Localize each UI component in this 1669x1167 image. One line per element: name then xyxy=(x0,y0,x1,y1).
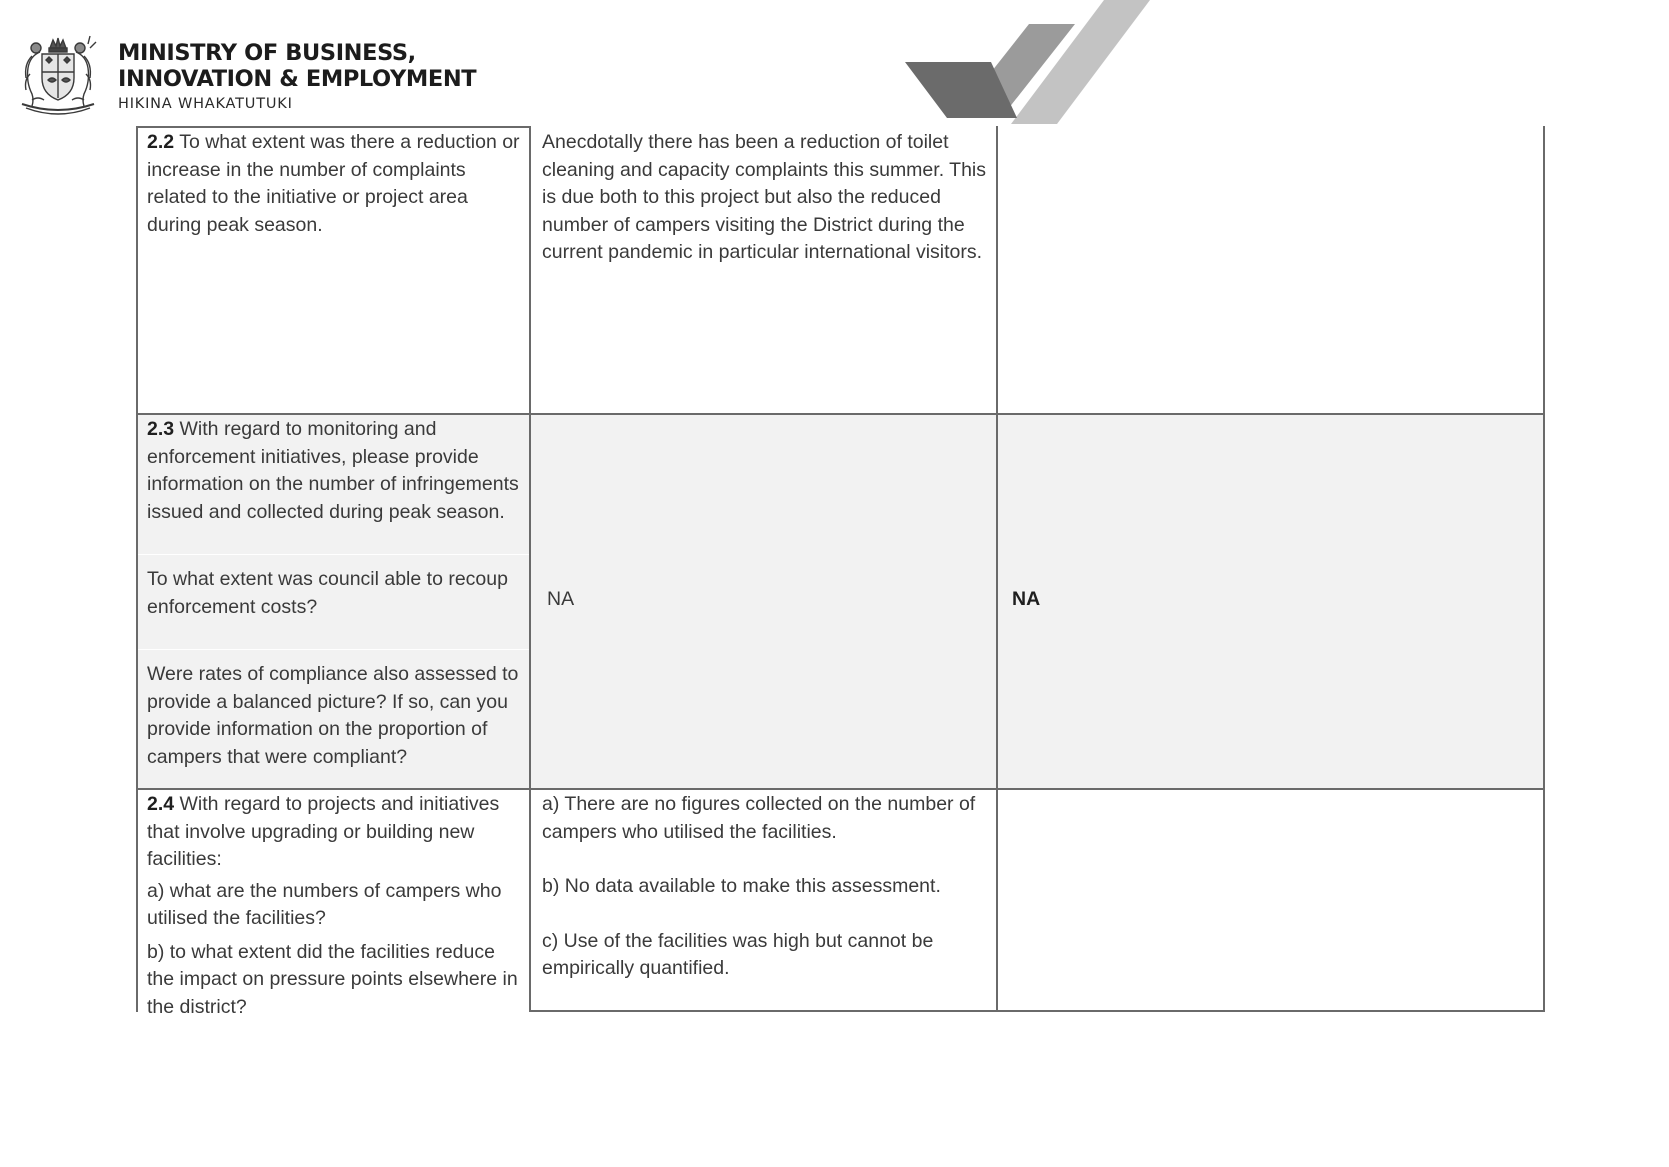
organisation-name xyxy=(118,40,476,113)
brand-parallelogram-graphic xyxy=(905,0,1155,128)
response-text: c) Use of the facilities was high but cannot be empirically quantified. xyxy=(542,929,934,979)
question-number: 2.4 xyxy=(147,793,175,815)
response-text: NA xyxy=(547,588,575,610)
question-number: 2.3 xyxy=(147,418,175,440)
org-name-line-1: MINISTRY OF BUSINESS, xyxy=(118,40,416,66)
question-text: b) to what extent did the facilities reduce the impact on pressure points elsewhere in the district? xyxy=(147,940,518,1018)
comment-cell-2-3 xyxy=(1012,586,1532,614)
response-cell-2-4 xyxy=(542,791,992,983)
response-cell-2-3 xyxy=(547,586,987,614)
question-cell-2-3-part-2 xyxy=(147,566,522,621)
response-cell-2-2 xyxy=(542,129,992,267)
table-border-top xyxy=(136,126,531,128)
row-divider-2 xyxy=(136,788,1544,790)
column-divider-2 xyxy=(996,126,998,1012)
response-text: a) There are no figures collected on the number of campers who utilised the facilities. xyxy=(542,793,976,843)
question-text: With regard to projects and initiatives that involve upgrading or building new facilities: xyxy=(147,793,500,870)
question-cell-2-4 xyxy=(147,791,522,1021)
question-text: With regard to monitoring and enforcement initiatives, please provide information on the number of infringements issued and collected during peak season. xyxy=(147,418,519,523)
org-name-line-2: INNOVATION & EMPLOYMENT xyxy=(118,66,477,92)
question-cell-2-2 xyxy=(147,129,522,239)
table-border-right xyxy=(1543,126,1545,1012)
question-cell-2-3 xyxy=(147,416,522,526)
response-text: Anecdotally there has been a reduction of toilet cleaning and capacity complaints this summer. This is due both to this project but also the reduced number of campers visiting the District during the current pandemic in particular international visitors. xyxy=(542,131,987,263)
table-border-left xyxy=(136,126,138,1012)
org-maori-name: HIKINA WHAKATUTUKI xyxy=(118,96,293,112)
column-divider-1 xyxy=(529,126,531,1012)
nz-coat-of-arms-icon xyxy=(12,34,104,118)
question-text: Were rates of compliance also assessed to provide a balanced picture? If so, can you provide information on the proportion of campers that were compliant? xyxy=(147,663,519,768)
question-text: To what extent was there a reduction or increase in the number of complaints related to the initiative or project area during peak season. xyxy=(147,131,520,236)
response-text: b) No data available to make this assessment. xyxy=(542,875,941,897)
question-number: 2.2 xyxy=(147,131,175,153)
evaluation-table xyxy=(136,126,1544,1018)
page-header xyxy=(0,0,1669,125)
comment-text: NA xyxy=(1012,588,1041,610)
question-text: To what extent was council able to recoup enforcement costs? xyxy=(147,568,508,618)
row-divider-1 xyxy=(136,413,1544,415)
question-cell-2-3-part-3 xyxy=(147,661,522,771)
question-text: a) what are the numbers of campers who utilised the facilities? xyxy=(147,879,502,929)
table-border-bottom xyxy=(529,1010,1544,1012)
